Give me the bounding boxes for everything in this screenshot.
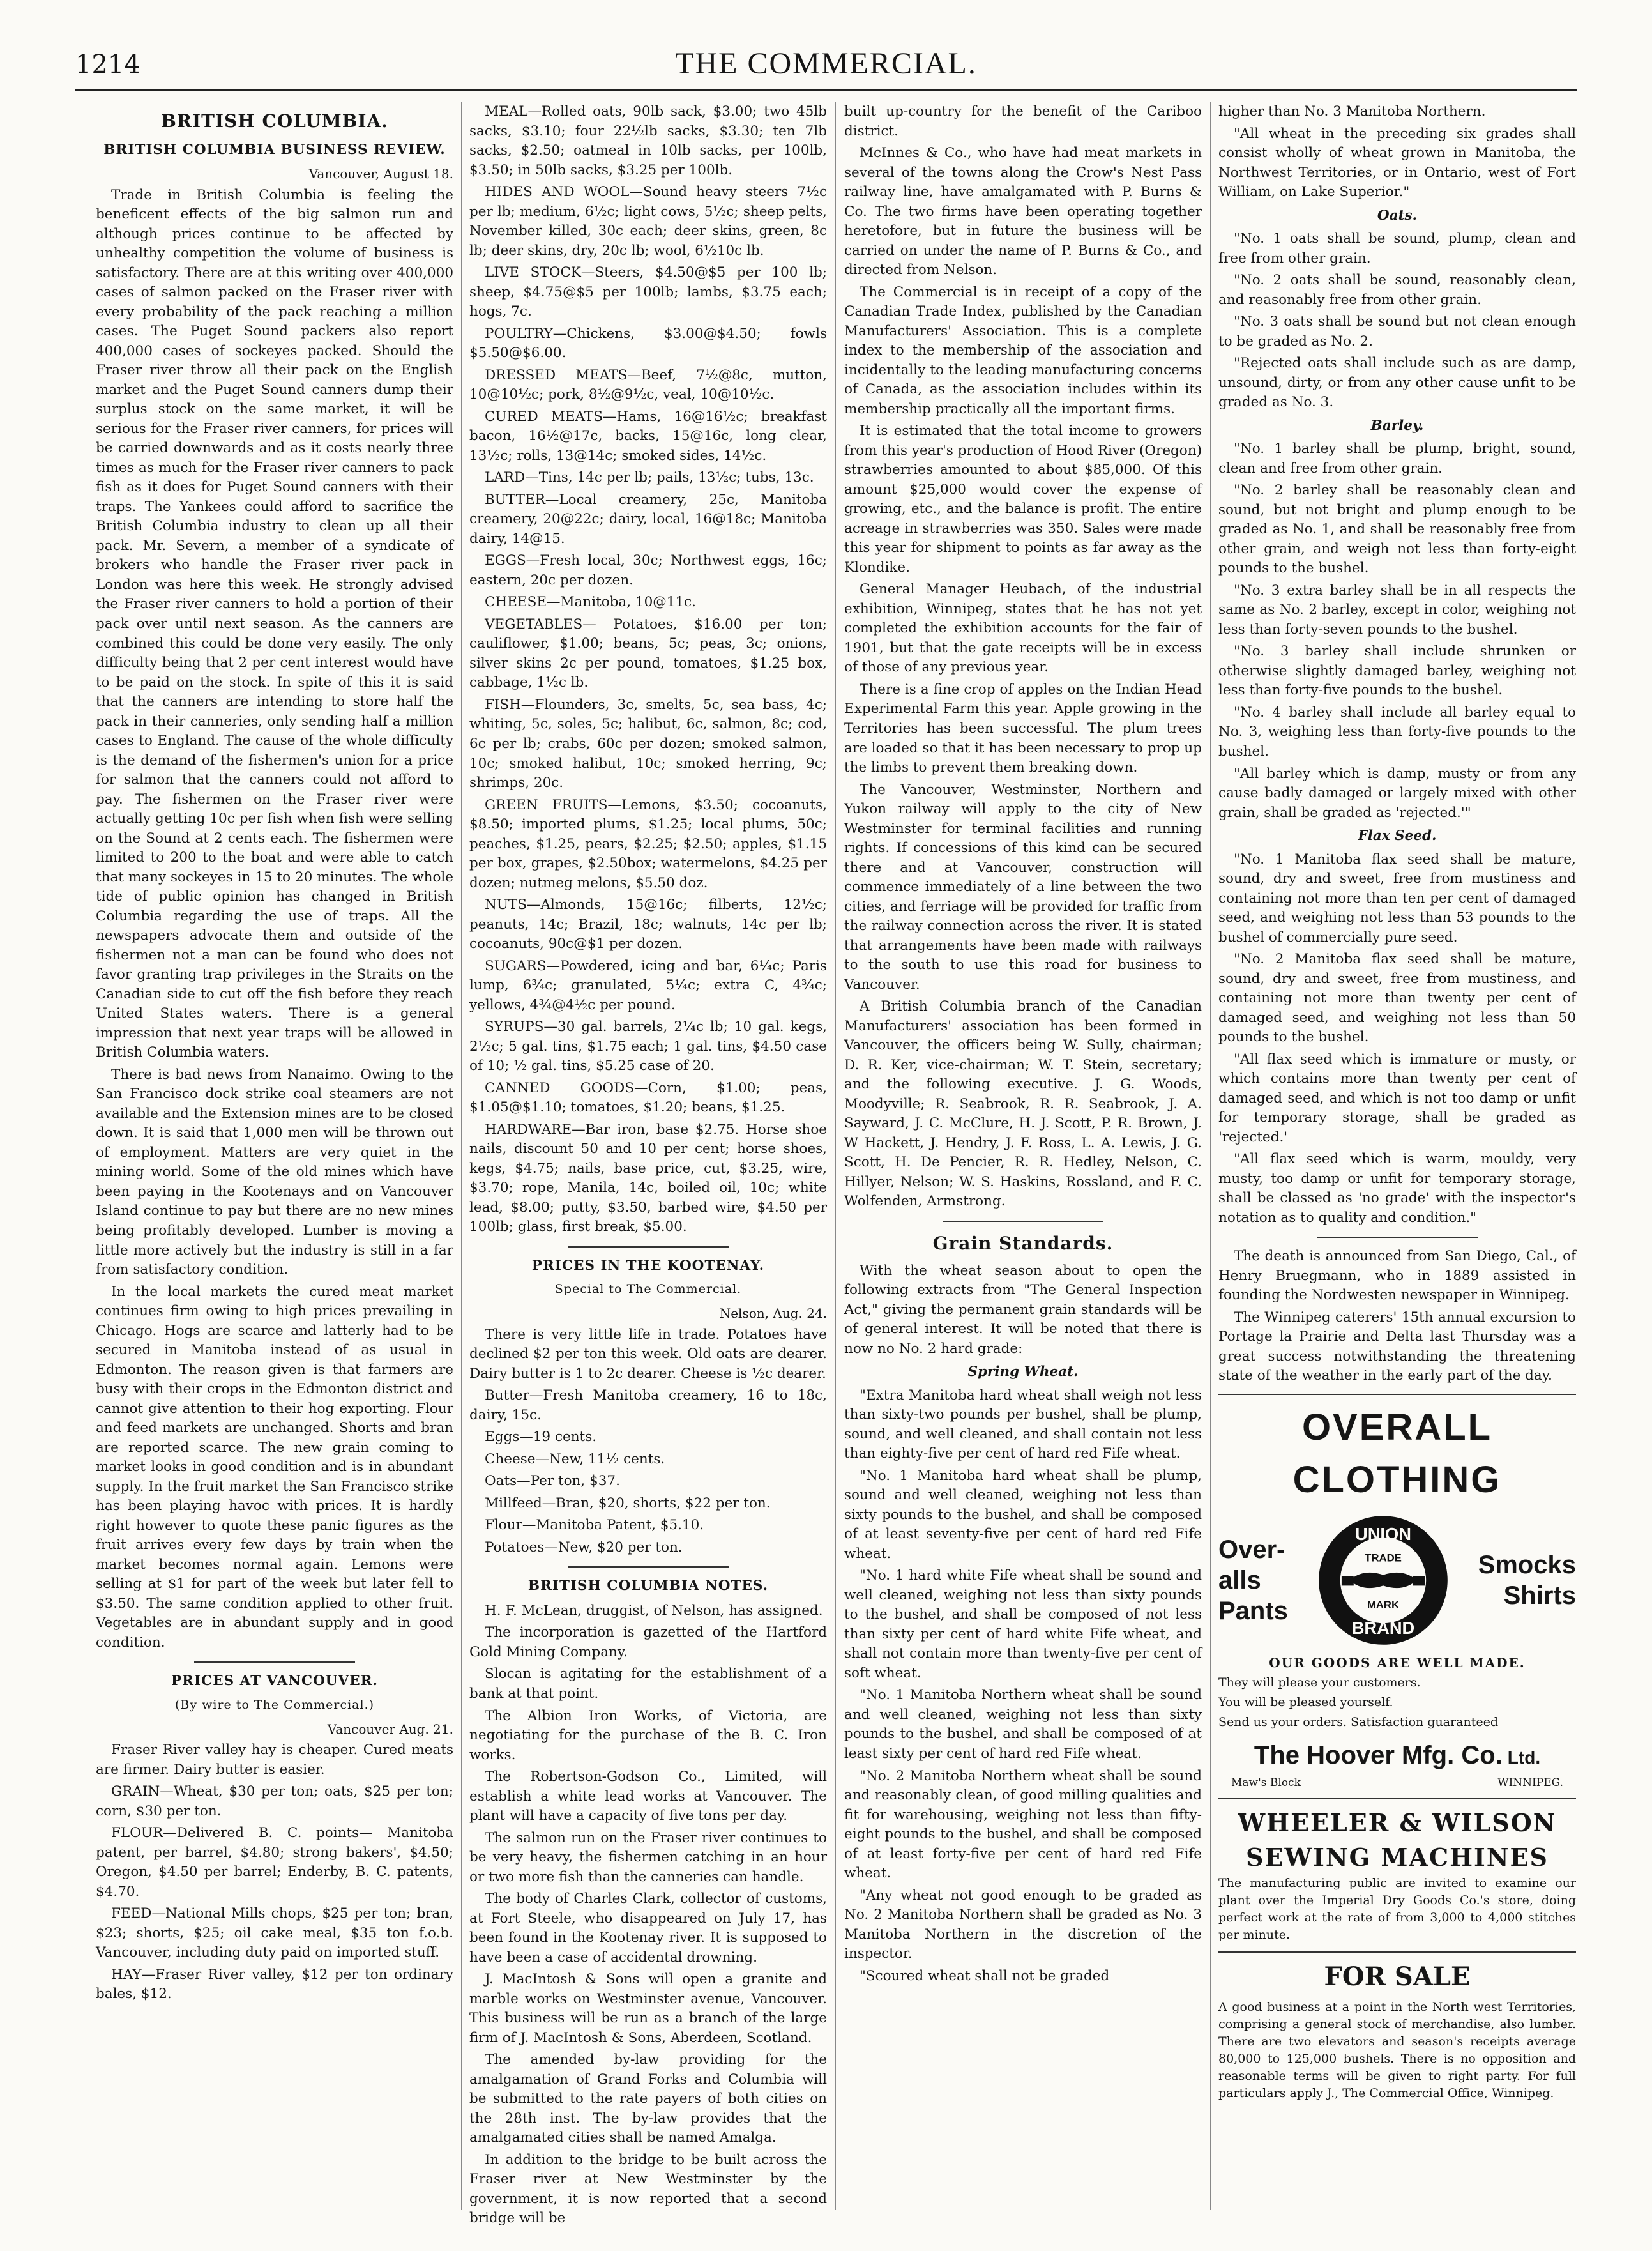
ad-product: Shirts: [1503, 1581, 1576, 1610]
paragraph: CHEESE—Manitoba, 10@11c.: [485, 594, 696, 611]
column-divider: [835, 102, 836, 2210]
paragraph: "No. 1 Manitoba Northern wheat shall be sound and well cleaned, weighing not less than sixty pounds to the bushel, and shall be composed of at least sixty per cent of hard red Fife wheat.: [844, 1687, 1202, 1762]
ad-company: [1218, 1737, 1576, 1774]
page-number: 1214: [75, 50, 140, 79]
paragraph: "No. 2 Manitoba Northern wheat shall be sound and reasonably clean, of good milling qualities and fit for warehousing, weighing not less than fifty-eight pounds to the bushel, and shall be composed of at least forty-five per cent of hard red Fife wheat.: [844, 1767, 1202, 1882]
badge-mid-text: TRADE: [1364, 1552, 1402, 1564]
separator: [194, 1661, 355, 1663]
byline: (By wire to The Commercial.): [174, 1697, 375, 1712]
paragraph: J. MacIntosh & Sons will open a granite and marble works on Westminster avenue, Vancouver. This business will be run as a branch of the large firm of J. MacIntosh & Sons, Aberdeen, Scotland.: [469, 1971, 827, 2046]
separator: [568, 1566, 729, 1568]
paragraph: CURED MEATS—Hams, 16@16½c; breakfast bacon, 16½@17c, backs, 15@16c, long clear, 13½c; rolls, 13@14c; smoked sides, 14½c.: [469, 408, 827, 464]
paragraph: SUGARS—Powdered, icing and bar, 6¼c; Paris lump, 6¾c; granulated, 5¼c; extra C, 4¾c; yellows, 4¾@4½c per pound.: [469, 958, 827, 1013]
paragraph: "No. 1 Manitoba hard wheat shall be plump, sound and well cleaned, weighing not less than sixty pounds to the bushel, and shall be composed of at least seventy-five per cent of hard red Fife wheat.: [844, 1467, 1202, 1562]
paragraph: SYRUPS—30 gal. barrels, 2¼c lb; 10 gal. kegs, 2½c; 5 gal. tins, $1.75 each; 1 gal. tins, $4.50 case of 10; ½ gal. tins, $5.25 case of 20.: [469, 1019, 827, 1074]
paragraph: LIVE STOCK—Steers, $4.50@$5 per 100 lb; sheep, $4.75@$5 per 100lb; lambs, $3.75 each; hogs, 7c.: [469, 264, 827, 320]
paragraph: "No. 3 extra barley shall be in all respects the same as No. 2 barley, except in color, weighing not less than forty-seven pounds to the bushel.: [1218, 582, 1576, 637]
paragraph: The Robertson-Godson Co., Limited, will establish a white lead works at Vancouver. The plant will have a capacity of five tons per day.: [469, 1769, 827, 1824]
paragraph: "All barley which is damp, musty or from any cause badly damaged or largely mixed with other grain, shall be graded as 'rejected.'": [1218, 765, 1576, 821]
paragraph: "No. 3 oats shall be sound but not clean enough to be graded as No. 2.: [1218, 314, 1576, 349]
paragraph: "All wheat in the preceding six grades shall consist wholly of wheat grown in Manitoba, the Northwest Territories, or in Ontario, west of Fort William, on Lake Superior.": [1218, 125, 1576, 201]
paragraph: "No. 2 Manitoba flax seed shall be mature, sound, dry and sweet, free from mustiness, and containing not more than twenty per cent of damaged seed, and weighing not less than 50 pounds to the bushel.: [1218, 951, 1576, 1046]
paragraph: The amended by-law providing for the amalgamation of Grand Forks and Columbia will be submitted to the rate payers of both cities on the 28th inst. The by-law provides that the amalgamated cities shall be named Amalga.: [469, 2052, 827, 2146]
paragraph: CANNED GOODS—Corn, $1.00; peas, $1.05@$1.10; tomatoes, $1.20; beans, $1.25.: [469, 1080, 827, 1116]
ad-product: Pants: [1218, 1596, 1288, 1625]
paragraph: "Any wheat not good enough to be graded as No. 2 Manitoba Northern shall be graded as No. 3 Manitoba Northern in the discretion of the inspector.: [844, 1887, 1202, 1962]
paragraph: Cheese—New, 11½ cents.: [485, 1451, 665, 1467]
paragraph: Trade in British Columbia is feeling the beneficent effects of the big salmon run and although prices continue to be affected by unhealthy competition the volume of business is satisfactory. There are at this writing over 400,000 cases of salmon packed on the Fraser river with every probability of the pack reaching a million cases. The Puget Sound packers also report 400,000 cases of sockeyes packed. Should the Fraser river throw all their pack on the English market and the Puget Sound canners dump their surplus stock on the same market, it will be serious for the Fraser river canners, for prices will be carried downwards and as it costs nearly three times as much for the Fraser river canners to pack fish as it does for Puget Sound canners with their traps. The Yankees could afford to sacrifice the British Columbia industry to clean up all their pack. Mr. Severn, a member of a syndicate of brokers who handle the Fraser river pack in London was here this week. He strongly advised the Fraser river canners to hold a portion of their pack over until next season. As the canners are combined this could be done very easily. The only difficulty being that 2 per cent interest would have to be paid on the stock. In spite of this it is said that the canners are intending to store half the pack in their canneries, only sending half a million cases to England. The cause of the whole difficulty is the demand of the fishermen's union for a price for salmon that the canners could not afford to pay. The fishermen on the Fraser river were actually getting 10c per fish when fish were selling on the Sound at 2 cents each. The fishermen were limited to 200 to the boat and were able to catch that many sockeyes in 15 to 20 minutes. The whole tide of public opinion has changed in British Columbia regarding the use of traps. All the newspapers advocate them and outside of the fishermen not a man can be found who does not favor granting trap privileges in the Straits on the Canadian side to cut off the fish before they reach United States waters. There is a general impression that next year traps will be allowed in British Columbia waters.: [96, 187, 453, 1061]
paragraph: "Scoured wheat shall not be graded: [860, 1967, 1110, 1984]
paragraph: higher than No. 3 Manitoba Northern.: [1218, 103, 1486, 119]
paragraph: Millfeed—Bran, $20, shorts, $22 per ton.: [485, 1495, 771, 1511]
paragraph: HAY—Fraser River valley, $12 per ton ordinary bales, $12.: [96, 1966, 453, 2003]
column-divider: [461, 102, 462, 2210]
ad-address: [1231, 1775, 1563, 1790]
paragraph: There is a fine crop of apples on the Indian Head Experimental Farm this year. Apple growing in the Territories has been successful. The plum trees are loaded so that it has been necessary to prop up the limbs to prevent them breaking down.: [844, 681, 1202, 776]
paragraph: GREEN FRUITS—Lemons, $3.50; cocoanuts, $8.50; imported plums, $1.25; local plums, 50c; peaches, $1.25, pears, $2.25; $2.50; apples, $1.15 per box, grapes, $2.50box; watermelons, $4.25 per dozen; nutmeg melons, $5.50 doz.: [469, 797, 827, 891]
paragraph: HIDES AND WOOL—Sound heavy steers 7½c per lb; medium, 6½c; light cows, 5½c; sheep pelts, November killed, 30c each; deer skins, green, 8c lb; deer skins, dry, 20c lb; wool, 6½10c lb.: [469, 184, 827, 259]
badge-top-text: UNION: [1354, 1523, 1411, 1544]
paragraph: In the local markets the cured meat market continues firm owing to high prices prevailing in Chicago. Hogs are scarce and latterly had to be secured in Manitoba instead of as usual in Edmonton. The reason given is that farmers are busy with their crops in the Edmonton district and cannot give attention to their hog exporting. Flour and feed markets are unchanged. Shorts and bran are reported scarce. The new grain coming to market looks in good condition and is in abundant supply. In the fruit market the San Francisco strike has been playing havoc with prices. It is hardly right however to quote these panic figures as the fruit arrives every few days by train when the market becomes normal again. Lemons were selling at $1 for part of the week but later fell to $3.50. The same condition applied to other fruit. Vegetables are in abundant supply and in good condition.: [96, 1283, 453, 1651]
ad-product: Smocks: [1478, 1550, 1576, 1579]
paragraph: In addition to the bridge to be built across the Fraser river at New Westminster by the government, it is now reported that a second bridge will be: [469, 2151, 827, 2227]
ad-title: WHEELER & WILSON: [1238, 1808, 1557, 1837]
union-brand-handshake-badge-icon: [1316, 1513, 1450, 1647]
column-3: [844, 102, 1202, 2210]
paragraph: "No. 4 barley shall include all barley equal to No. 3, weighing less than forty-five pounds to the bushel.: [1218, 704, 1576, 759]
paragraph: POULTRY—Chickens, $3.00@$4.50; fowls $5.50@$6.00.: [469, 325, 827, 362]
paragraph: built up-country for the benefit of the Cariboo district.: [844, 103, 1202, 139]
paragraph: FEED—National Mills chops, $25 per ton; bran, $23; shorts, $25; oil cake meal, $35 ton f.o.b. Vancouver, including duty paid on imported stuff.: [96, 1905, 453, 1961]
dateline: Vancouver, August 18.: [308, 166, 453, 182]
paragraph: Fraser River valley hay is cheaper. Cured meats are firmer. Dairy butter is easier.: [96, 1742, 453, 1778]
article-title: BRITISH COLUMBIA BUSINESS REVIEW.: [103, 141, 446, 158]
paragraph: "All flax seed which is immature or musty, or which contains more than twenty per cent of damaged seed, and which is not too damp or unfit for temporary storage, shall be graded as 'rejected.': [1218, 1051, 1576, 1145]
company-suffix: Ltd.: [1507, 1747, 1541, 1767]
paragraph: FISH—Flounders, 3c, smelts, 5c, sea bass, 4c; whiting, 5c, soles, 5c; halibut, 6c, salmon, 8c; cod, 6c per lb; crabs, 60c per dozen; smoked salmon, 10c; smoked halibut, 10c; smoked herring, 9c; shrimps, 20c.: [469, 696, 827, 791]
for-sale-ad: [1218, 1951, 1576, 2103]
paragraph: "No. 1 barley shall be plump, bright, sound, clean and free from other grain.: [1218, 441, 1576, 477]
paragraph: "No. 3 barley shall include shrunken or otherwise slightly damaged barley, weighing not less than forty-five pounds to the bushel.: [1218, 643, 1576, 699]
paragraph: Flour—Manitoba Patent, $5.10.: [485, 1517, 704, 1534]
ad-products-left: [1218, 1534, 1288, 1626]
paragraph: Eggs—19 cents.: [485, 1429, 597, 1446]
paragraph: NUTS—Almonds, 15@16c; filberts, 12½c; peanuts, 14c; Brazil, 18c; walnuts, 14c per lb; cocoanuts, 90c@$1 per dozen.: [469, 897, 827, 952]
ad-small-text: You will be pleased yourself.: [1218, 1695, 1393, 1710]
paragraph: General Manager Heubach, of the industrial exhibition, Winnipeg, states that he has not yet completed the exhibition accounts for the fair of 1901, but that the gate receipts will be in excess of those of any previous year.: [844, 581, 1202, 676]
paragraph: With the wheat season about to open the following extracts from "The General Inspection Act," giving the permanent grain standards will be of general interest. It will be noted that there is now no No. 2 hard grade:: [844, 1262, 1202, 1357]
article-title: PRICES AT VANCOUVER.: [171, 1673, 378, 1690]
dateline: Nelson, Aug. 24.: [719, 1306, 827, 1322]
paragraph: There is very little life in trade. Potatoes have declined $2 per ton this week. Old oats are dearer. Dairy butter is 1 to 2c dearer. Cheese is ½c dearer.: [469, 1326, 827, 1382]
paragraph: The death is announced from San Diego, Cal., of Henry Bruegmann, who in 1889 assisted in founding the Nordwesten newspaper in Winnipeg.: [1218, 1248, 1576, 1304]
paragraph: LARD—Tins, 14c per lb; pails, 13½c; tubs, 13c.: [485, 469, 814, 486]
company-name: The Hoover Mfg. Co.: [1254, 1741, 1503, 1769]
ad-slogan: OUR GOODS ARE WELL MADE.: [1269, 1654, 1526, 1670]
paragraph: The Commercial is in receipt of a copy of the Canadian Trade Index, published by the Canadian Manufacturers' Association. This is a complete index to the membership of the association and incidentally to the leading manufacturing concerns of Canada, as the association includes within its membership practically all the important firms.: [844, 284, 1202, 417]
paragraph: BUTTER—Local creamery, 25c, Manitoba creamery, 20@22c; dairy, local, 16@18c; Manitoba dairy, 14@15.: [469, 491, 827, 547]
subheading: Oats.: [1377, 207, 1418, 224]
ad-small-text: Send us your orders. Satisfaction guaranteed: [1218, 1715, 1498, 1730]
paragraph: Potatoes—New, $20 per ton.: [485, 1539, 683, 1555]
paragraph: The Winnipeg caterers' 15th annual excursion to Portage la Prairie and Delta last Thursday was a great success notwithstanding the threatening state of the weather in the early part of the day.: [1218, 1309, 1576, 1384]
separator: [568, 1246, 729, 1248]
ad-title: FOR SALE: [1324, 1961, 1471, 1992]
ad-product: alls: [1218, 1566, 1261, 1594]
paragraph: A British Columbia branch of the Canadian Manufacturers' association has been formed in Vancouver, the officers being W. Sully, chairman; D. R. Ker, vice-chairman; W. T. Stein, secretary; and the following executive. J. G. Woods, Moodyville; R. Seabrook, R. R. Seabrook, J. A. Sayward, J. C. McClure, H. J. Scott, P. R. Brown, J. W Hackett, J. Hendry, J. F. Ross, L. A. Lewis, J. G. Scott, H. De Pencier, R. R. Hedley, Nelson, C. Hillyer, Nelson; W. S. Haskins, Rossland, and F. C. Wolfenden, Armstrong.: [844, 998, 1202, 1210]
column-divider: [1210, 102, 1211, 2210]
overall-clothing-ad: [1218, 1394, 1576, 1790]
column-4: [1218, 102, 1576, 2210]
paragraph: "No. 1 hard white Fife wheat shall be sound and well cleaned, weighing not less than sixty pounds to the bushel, and shall be composed of not less than sixty per cent of hard white Fife wheat, and shall not contain more than twenty-five per cent of soft wheat.: [844, 1568, 1202, 1681]
paragraph: H. F. McLean, druggist, of Nelson, has assigned.: [485, 1602, 823, 1619]
header-rule: [75, 89, 1577, 91]
separator: [943, 1221, 1103, 1222]
article-title: PRICES IN THE KOOTENAY.: [531, 1257, 765, 1274]
paragraph: "Rejected oats shall include such as are damp, unsound, dirty, or from any other cause unfit to be graded as No. 3.: [1218, 355, 1576, 411]
address-left: Maw's Block: [1231, 1776, 1301, 1789]
paragraph: The Albion Iron Works, of Victoria, are negotiating for the purchase of the B. C. Iron works.: [469, 1707, 827, 1763]
paragraph: DRESSED MEATS—Beef, 7½@8c, mutton, 10@10½c; pork, 8½@9½c, veal, 10@10½c.: [469, 367, 827, 403]
paragraph: HARDWARE—Bar iron, base $2.75. Horse shoe nails, discount 50 and 10 per cent; horse shoes, kegs, $4.75; nails, base price, cut, $3.25, wire, $3.70; rope, Manila, 14c, boiled oil, 10c; white lead, $8.00; putty, $3.50, barbed wire, $4.50 per 100lb; glass, first break, $5.00.: [469, 1121, 827, 1235]
badge-bottom-text: BRAND: [1351, 1617, 1415, 1638]
separator: [1317, 1237, 1478, 1238]
paragraph: "No. 2 barley shall be reasonably clean and sound, but not bright and plump enough to be graded as No. 1, and shall be reasonably free from other grain, and weigh not less than forty-eight pounds to the bushel.: [1218, 482, 1576, 577]
paragraph: "All flax seed which is warm, mouldy, very musty, too damp or unfit for temporary storage, shall be classed as 'no grade' with the inspector's notation as to quality and condition.": [1218, 1151, 1576, 1226]
paragraph: The body of Charles Clark, collector of customs, at Fort Steele, who disappeared on July 17, has been found in the Kootenay river. It is supposed to have been a case of accidental drowning.: [469, 1891, 827, 1965]
ad-product: Over-: [1218, 1535, 1285, 1564]
dateline: Vancouver Aug. 21.: [327, 1721, 453, 1737]
ad-small-text: They will please your customers.: [1218, 1675, 1421, 1690]
paragraph: "Extra Manitoba hard wheat shall weigh not less than sixty-two pounds per bushel, shall be plump, sound, and well cleaned, and shall contain not less than eighty-five per cent of hard red Fife wheat.: [844, 1387, 1202, 1462]
ad-body: A good business at a point in the North west Territories, comprising a general stock of merchandise, also lumber. There are two elevators and season's receipts average 80,000 to 125,000 bushels. There is no opposition and reasonable terms will be given to right party. For full particulars apply J., The Commercial Office, Winnipeg.: [1218, 2000, 1576, 2101]
paragraph: "No. 1 Manitoba flax seed shall be mature, sound, dry and sweet, free from mustiness and containing not more than ten per cent of damaged seed, and weighing not less than 53 pounds to the bushel of commercially pure seed.: [1218, 851, 1576, 945]
ad-title: OVERALL CLOTHING: [1292, 1406, 1502, 1501]
paragraph: "No. 2 oats shall be sound, reasonably clean, and reasonably free from other grain.: [1218, 272, 1576, 308]
ad-row: [1218, 1513, 1576, 1647]
paragraph: FLOUR—Delivered B. C. points— Manitoba patent, per barrel, $4.80; strong bakers', $4.50; Oregon, $4.50 per barrel; Enderby, B. C. patents, $4.70.: [96, 1825, 453, 1900]
paragraph: The incorporation is gazetted of the Hartford Gold Mining Company.: [469, 1624, 827, 1660]
ad-products-right: [1478, 1550, 1576, 1611]
ad-title: SEWING MACHINES: [1246, 1842, 1549, 1872]
paragraph: Butter—Fresh Manitoba creamery, 16 to 18c, dairy, 15c.: [469, 1387, 827, 1423]
article-title: BRITISH COLUMBIA NOTES.: [527, 1578, 769, 1594]
paragraph: Oats—Per ton, $37.: [485, 1473, 620, 1490]
article-title: Grain Standards.: [932, 1232, 1114, 1254]
paragraph: It is estimated that the total income to growers from this year's production of Hood River (Oregon) strawberries amounted to about $85,000. Of this amount $25,000 would cover the expense of growing, etc., and the balance is profit. The entire acreage in strawberries was 350. Sales were made this year for shipment to points as far away as the Klondike.: [844, 423, 1202, 576]
subheading: Flax Seed.: [1358, 828, 1437, 844]
wheeler-wilson-ad: [1218, 1798, 1576, 1944]
paragraph: The Vancouver, Westminster, Northern and Yukon railway will apply to the city of New Westminster for terminal facilities and running rights. If concessions of this kind can be secured there and at Vancouver, construction will commence immediately of a line between the two cities, and ferriage will be provided for traffic from the railway connection across the river. It is stated that arrangements have been made with railways to the south to use this road for business to Vancouver.: [844, 781, 1202, 993]
byline: Special to The Commercial.: [554, 1282, 742, 1297]
section-heading: BRITISH COLUMBIA.: [161, 111, 388, 132]
paragraph: GRAIN—Wheat, $30 per ton; oats, $25 per ton; corn, $30 per ton.: [96, 1783, 453, 1819]
badge-mid-text: MARK: [1367, 1598, 1399, 1611]
paragraph: MEAL—Rolled oats, 90lb sack, $3.00; two 45lb sacks, $3.10; four 22½lb sacks, $3.30; ten 7lb sacks, $2.50; oatmeal in 10lb sacks, per 100lb, $3.50; in 50lb sacks, $3.25 per 100lb.: [469, 103, 827, 178]
subheading: Spring Wheat.: [967, 1364, 1079, 1380]
address-right: WINNIPEG.: [1497, 1776, 1563, 1789]
paragraph: "No. 1 oats shall be sound, plump, clean and free from other grain.: [1218, 231, 1576, 266]
ad-body: The manufacturing public are invited to examine our plant over the Imperial Dry Goods Co.'s store, doing perfect work at the rate of from 3,000 to 4,000 stitches per minute.: [1218, 1875, 1576, 1942]
paragraph: Slocan is agitating for the establishment of a bank at that point.: [469, 1666, 827, 1702]
paragraph: The salmon run on the Fraser river continues to be very heavy, the fishermen catching in an hour or two more fish than the canneries can handle.: [469, 1829, 827, 1885]
paragraph: There is bad news from Nanaimo. Owing to the San Francisco dock strike coal steamers are not available and the Extension mines are to be closed down. It is said that 1,000 men will be thrown out of employment. Matters are very quiet in the mining world. Some of the old mines which have been paying in the Kootenays and on Vancouver Island continue to pay but there are no new mines being profitably developed. Lumber is moving a little more actively but the industry is still in a far from satisfactory condition.: [96, 1066, 453, 1278]
column-2: [469, 102, 827, 2227]
paragraph: EGGS—Fresh local, 30c; Northwest eggs, 16c; eastern, 20c per dozen.: [469, 553, 827, 588]
column-1: [96, 102, 453, 2210]
masthead-title: THE COMMERCIAL.: [675, 47, 977, 80]
subheading: Barley.: [1370, 417, 1424, 434]
paragraph: VEGETABLES— Potatoes, $16.00 per ton; cauliflower, $1.00; beans, 5c; peas, 3c; onions, silver skins 2c per pound, tomatoes, $1.25 box, cabbage, 1½c lb.: [469, 616, 827, 691]
paragraph: McInnes & Co., who have had meat markets in several of the towns along the Crow's Nest Pass railway line, have amalgamated with P. Burns & Co. The two firms have been operating together heretofore, but in future the business will be carried on under the name of P. Burns & Co., and directed from Nelson.: [844, 145, 1202, 279]
